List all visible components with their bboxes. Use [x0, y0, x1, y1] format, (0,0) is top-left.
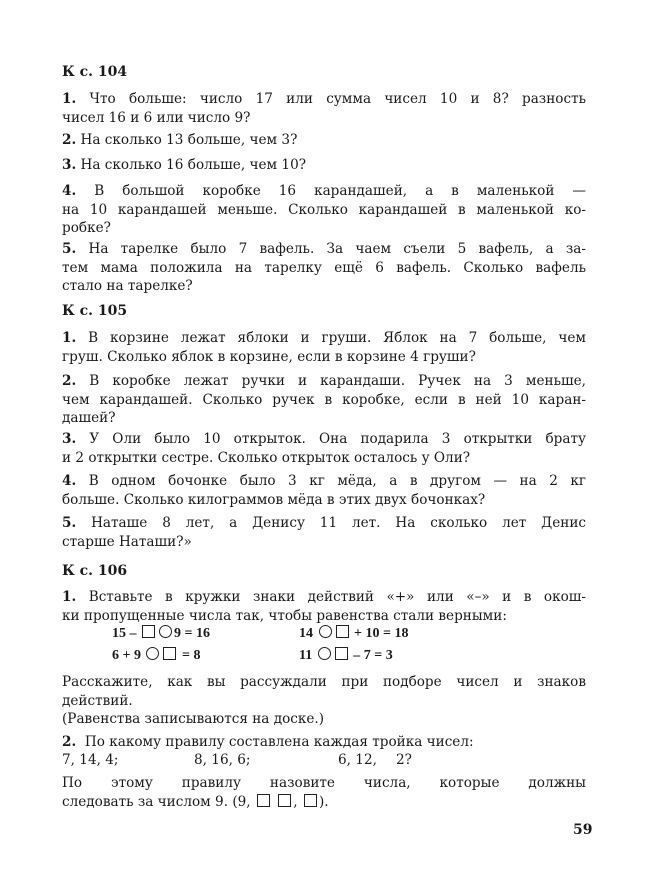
task-text: Вставьте в кружки знаки действий «+» или «–» и в окош- — [88, 589, 586, 605]
task — [62, 240, 586, 296]
paragraph: По этому правилу назовите числа, которые должны следовать за числом 9. (9, , ). — [62, 775, 586, 810]
section-heading: К с. 104 — [62, 64, 128, 80]
task-text: В коробке лежат ручки и карандаши. Ручек на 3 меньше, — [89, 373, 586, 389]
task-text: На сколько 16 больше, чем 10? — [80, 157, 307, 173]
task-text: У Оли было 10 открыток. Она подарила 3 открытки брату — [89, 431, 587, 447]
task — [62, 588, 586, 625]
task-number: 4. — [62, 473, 77, 489]
blank-circle — [319, 625, 332, 638]
blank-box — [257, 794, 270, 807]
task-text: В одном бочонке было 3 кг мёда, а в другом — на 2 кг — [88, 473, 586, 489]
task — [62, 430, 586, 467]
equation — [299, 625, 408, 642]
blank-box — [163, 647, 176, 660]
task-number: 1. — [62, 330, 77, 346]
equation-part: 14 — [299, 626, 313, 641]
equation-part: – 7 = 3 — [353, 648, 393, 663]
task-number: 2. — [62, 132, 77, 148]
section-heading: К с. 105 — [62, 303, 128, 319]
number-triple: 2? — [396, 752, 412, 768]
text-line: следовать за числом 9. (9, — [62, 793, 251, 810]
equation-part: 6 + 9 — [112, 648, 141, 663]
task-number: 5. — [62, 515, 77, 531]
task-text: чем карандашей. Сколько ручек в коробке, если в ней 10 каран- — [62, 391, 586, 408]
task-number: 3. — [62, 157, 77, 173]
task-text: На тарелке было 7 вафель. За чаем съели 5 вафель, а за- — [88, 241, 587, 257]
task-number: 1. — [62, 91, 77, 107]
task-text: старше Наташи?» — [62, 533, 192, 550]
number-triple: 7, 14, 4; — [62, 752, 119, 768]
blank-circle — [146, 647, 159, 660]
task — [62, 156, 586, 175]
equation — [299, 647, 393, 664]
task-text: чисел 16 и 6 или число 9? — [62, 109, 251, 126]
task-text: больше. Сколько килограммов мёда в этих двух бочонках? — [62, 491, 486, 508]
blank-box — [336, 625, 349, 638]
blank-box — [142, 625, 155, 638]
equation-part: 9 = 16 — [174, 626, 210, 641]
task-text: груш. Сколько яблок в корзине, если в корзине 4 груши? — [62, 348, 476, 365]
task — [62, 90, 586, 127]
task-text: стало на тарелке? — [62, 278, 193, 295]
equation-part: = 8 — [181, 648, 201, 663]
task-text: В корзине лежат яблоки и груши. Яблок на 7 больше, чем — [88, 330, 586, 346]
equation — [112, 647, 200, 664]
paragraph — [62, 673, 586, 729]
section-heading: К с. 106 — [62, 563, 128, 579]
task-text: дашей? — [62, 410, 116, 427]
task-text: По какому правилу составлена каждая тройка чисел: — [84, 734, 474, 750]
blank-circle — [318, 647, 331, 660]
task-text: Наташе 8 лет, а Денису 11 лет. На сколько лет Денис — [91, 515, 586, 531]
equation-part: + 10 = 18 — [354, 626, 409, 641]
task-text: на 10 карандашей меньше. Сколько карандашей в маленькой ко- — [62, 201, 586, 218]
task-text: ки пропущенные числа так, чтобы равенства стали верными: — [62, 607, 507, 624]
page-number: 59 — [573, 822, 593, 838]
note: (Равенства записываются на доске.) — [62, 711, 325, 728]
task-text: и 2 открытки сестре. Сколько открыток осталось у Оли? — [62, 449, 471, 466]
text-line: По этому правилу назовите числа, которые должны — [62, 775, 586, 791]
task-number: 2. — [62, 373, 77, 389]
task — [62, 131, 586, 150]
task — [62, 372, 586, 428]
equation — [112, 625, 210, 642]
number-triple: 6, 12, — [338, 752, 377, 768]
task — [62, 472, 586, 509]
blank-box — [278, 794, 291, 807]
task-number: 4. — [62, 183, 77, 199]
task — [62, 182, 586, 238]
blank-box — [335, 647, 348, 660]
task — [62, 514, 586, 551]
task-text: Что больше: число 17 или сумма чисел 10 и 8? разность — [89, 91, 586, 107]
task-number: 1. — [62, 589, 77, 605]
text-line: действий. — [62, 692, 133, 709]
task-text: В большой коробке 16 карандашей, а в маленькой — — [94, 183, 586, 199]
task — [62, 733, 586, 752]
task-number: 2. — [62, 734, 77, 750]
task-number: 5. — [62, 241, 77, 257]
blank-box — [304, 794, 317, 807]
task-number: 3. — [62, 431, 77, 447]
blank-circle — [159, 625, 172, 638]
number-triple: 8, 16, 6; — [194, 752, 251, 768]
text-end: ). — [318, 793, 329, 810]
equation-part: 15 – — [112, 626, 137, 641]
text-line: Расскажите, как вы рассуждали при подборе чисел и знаков — [62, 674, 586, 690]
equation-part: 11 — [299, 648, 313, 663]
task-text: На сколько 13 больше, чем 3? — [80, 132, 298, 148]
task-text: тем мама положила на тарелку ещё 6 вафель. Сколько вафель — [62, 259, 586, 276]
task-text: робке? — [62, 220, 111, 237]
task — [62, 329, 586, 366]
